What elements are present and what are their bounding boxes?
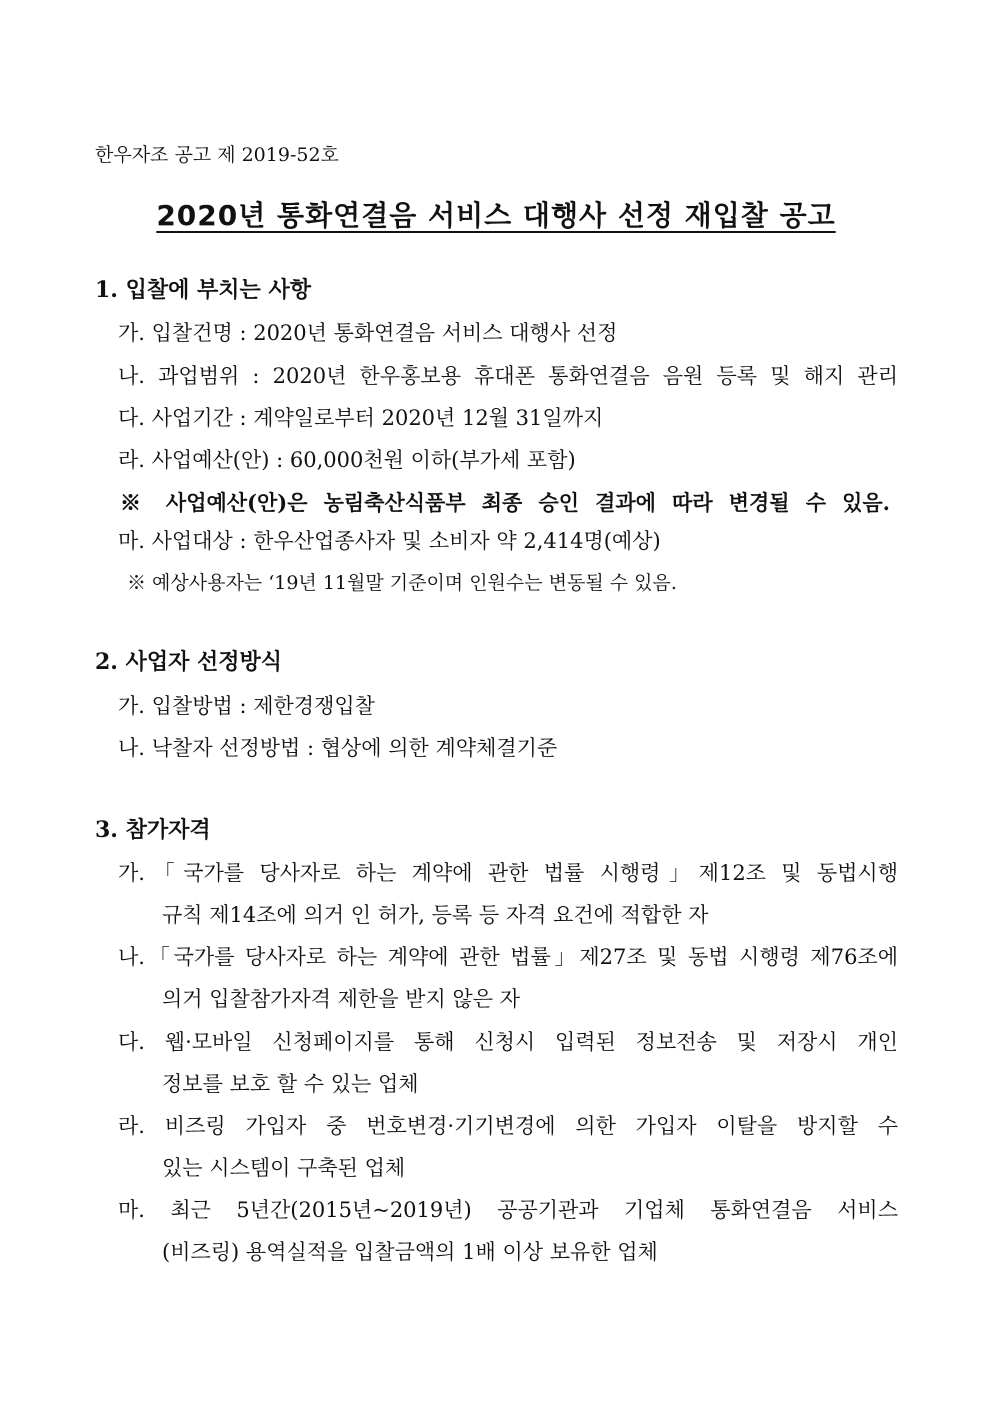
item-winner-selection: 나. 낙찰자 선정방법 : 협상에 의한 계약체결기준 — [118, 736, 558, 760]
item-bid-name: 가. 입찰건명 : 2020년 통화연결음 서비스 대행사 선정 — [118, 321, 618, 345]
item-qualification-na: 나.「국가를 당사자로 하는 계약에 관한 법률」제27조 및 동법 시행령 제76조에 — [118, 945, 898, 969]
document-title — [0, 194, 992, 234]
item-qualification-ma-continued: (비즈링) 용역실적을 입찰금액의 1배 이상 보유한 업체 — [162, 1240, 658, 1264]
item-project-period: 다. 사업기간 : 계약일로부터 2020년 12월 31일까지 — [118, 406, 604, 430]
document-title-text: 2020년 통화연결음 서비스 대행사 선정 재입찰 공고 — [156, 199, 836, 232]
item-qualification-ga: 가.「국가를 당사자로 하는 계약에 관한 법률 시행령」제12조 및 동법시행 — [118, 861, 898, 885]
notice-number: 한우자조 공고 제 2019-52호 — [95, 144, 339, 166]
item-task-scope: 나. 과업범위 : 2020년 한우홍보용 휴대폰 통화연결음 음원 등록 및 해지 관리 — [118, 364, 898, 388]
item-qualification-ra: 라. 비즈링 가입자 중 번호변경·기기변경에 의한 가입자 이탈을 방지할 수 — [118, 1114, 898, 1138]
item-qualification-ma: 마. 최근 5년간(2015년~2019년) 공공기관과 기업체 통화연결음 서비스 — [118, 1198, 898, 1222]
item-qualification-da: 다. 웹·모바일 신청페이지를 통해 신청시 입력된 정보전송 및 저장시 개인 — [118, 1030, 898, 1054]
item-bidding-method: 가. 입찰방법 : 제한경쟁입찰 — [118, 694, 375, 718]
note-expected-users: ※ 예상사용자는 ‘19년 11월말 기준이며 인원수는 변동될 수 있음. — [127, 572, 677, 594]
item-qualification-na-continued: 의거 입찰참가자격 제한을 받지 않은 자 — [162, 987, 520, 1011]
item-project-target: 마. 사업대상 : 한우산업종사자 및 소비자 약 2,414명(예상) — [118, 529, 661, 553]
item-project-budget: 라. 사업예산(안) : 60,000천원 이하(부가세 포함) — [118, 448, 576, 472]
note-budget-approval: ※ 사업예산(안)은 농림축산식품부 최종 승인 결과에 따라 변경될 수 있음. — [120, 490, 890, 515]
section-heading-qualifications: 3. 참가자격 — [95, 817, 211, 843]
item-qualification-ga-continued: 규칙 제14조에 의거 인 허가, 등록 등 자격 요건에 적합한 자 — [162, 903, 709, 927]
section-heading-bidding-items: 1. 입찰에 부치는 사항 — [95, 277, 311, 303]
item-qualification-ra-continued: 있는 시스템이 구축된 업체 — [162, 1156, 406, 1180]
section-heading-selection-method: 2. 사업자 선정방식 — [95, 649, 283, 675]
item-qualification-da-continued: 정보를 보호 할 수 있는 업체 — [162, 1072, 419, 1096]
